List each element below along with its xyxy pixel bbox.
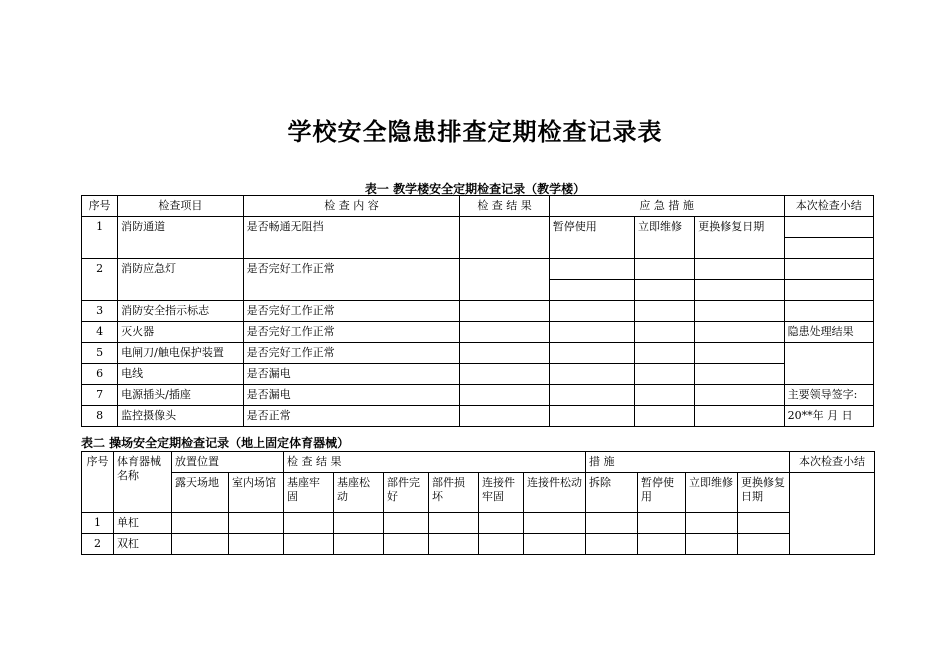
- measure-replace-date: 更换修复日期: [695, 217, 784, 259]
- measure-cell[interactable]: [635, 385, 695, 406]
- data-cell[interactable]: [384, 513, 429, 534]
- row-item: 电源插头/插座: [118, 385, 243, 406]
- hazard-result-label: 隐患处理结果: [784, 322, 873, 343]
- row-no: 5: [82, 343, 118, 364]
- result-cell[interactable]: [460, 301, 549, 322]
- row-content: 是否畅通无阻挡: [243, 217, 460, 259]
- row-content: 是否完好工作正常: [243, 259, 460, 301]
- summary-cell[interactable]: [784, 259, 873, 280]
- data-cell[interactable]: [738, 513, 790, 534]
- data-cell[interactable]: [229, 513, 284, 534]
- measure-cell[interactable]: [635, 322, 695, 343]
- measure-cell[interactable]: [695, 364, 784, 385]
- measure-cell[interactable]: [549, 259, 634, 280]
- row-item: 灭火器: [118, 322, 243, 343]
- row-no: 6: [82, 364, 118, 385]
- measure-cell[interactable]: [695, 259, 784, 280]
- row-no: 2: [82, 534, 114, 555]
- row-content: 是否完好工作正常: [243, 322, 460, 343]
- measure-cell[interactable]: [549, 301, 634, 322]
- measure-cell[interactable]: [635, 280, 695, 301]
- header-content: 检 查 内 容: [243, 196, 460, 217]
- header-measures: 措 施: [586, 452, 790, 473]
- data-cell[interactable]: [429, 513, 479, 534]
- data-cell[interactable]: [172, 534, 229, 555]
- summary-cell[interactable]: [790, 473, 875, 555]
- data-cell[interactable]: [284, 513, 334, 534]
- row-item: 电线: [118, 364, 243, 385]
- subheader: 部件完好: [384, 473, 429, 513]
- subheader: 立即维修: [686, 473, 738, 513]
- header-result: 检 查 结 果: [460, 196, 549, 217]
- header-summary: 本次检查小结: [784, 196, 873, 217]
- row-content: 是否漏电: [243, 385, 460, 406]
- result-cell[interactable]: [460, 322, 549, 343]
- header-location: 放置位置: [172, 452, 284, 473]
- table1-caption: 表一 教学楼安全定期检查记录（教学楼）: [364, 182, 586, 196]
- data-cell[interactable]: [686, 513, 738, 534]
- subheader: 拆除: [586, 473, 638, 513]
- data-cell[interactable]: [429, 534, 479, 555]
- measure-cell[interactable]: [695, 322, 784, 343]
- subheader: 基座牢固: [284, 473, 334, 513]
- header-summary: 本次检查小结: [790, 452, 875, 473]
- hazard-result-cell[interactable]: [784, 343, 873, 385]
- result-cell[interactable]: [460, 259, 549, 301]
- result-cell[interactable]: [460, 343, 549, 364]
- row-item: 监控摄像头: [118, 406, 243, 427]
- result-cell[interactable]: [460, 364, 549, 385]
- data-cell[interactable]: [638, 534, 686, 555]
- header-no: 序号: [82, 196, 118, 217]
- measure-pause: 暂停使用: [549, 217, 634, 259]
- data-cell[interactable]: [229, 534, 284, 555]
- subheader: 露天场地: [172, 473, 229, 513]
- subheader: 室内场馆: [229, 473, 284, 513]
- header-no: 序号: [82, 452, 114, 513]
- row-no: 4: [82, 322, 118, 343]
- subheader: 部件损坏: [429, 473, 479, 513]
- measure-cell[interactable]: [549, 364, 634, 385]
- subheader: 暂停使用: [638, 473, 686, 513]
- data-cell[interactable]: [384, 534, 429, 555]
- leader-sign-label: 主要领导签字:: [784, 385, 873, 406]
- row-no: 1: [82, 513, 114, 534]
- measure-cell[interactable]: [635, 406, 695, 427]
- measure-cell[interactable]: [549, 343, 634, 364]
- row-no: 3: [82, 301, 118, 322]
- subheader: 连接件松动: [524, 473, 586, 513]
- row-no: 7: [82, 385, 118, 406]
- measure-cell[interactable]: [549, 322, 634, 343]
- summary-cell[interactable]: [784, 217, 873, 238]
- measure-cell[interactable]: [695, 406, 784, 427]
- building-inspection-table: [81, 195, 874, 427]
- header-result: 检 查 结 果: [284, 452, 586, 473]
- header-item: 检查项目: [118, 196, 243, 217]
- header-measures: 应 急 措 施: [549, 196, 784, 217]
- summary-cell[interactable]: [784, 301, 873, 322]
- data-cell[interactable]: [524, 513, 586, 534]
- measure-cell[interactable]: [635, 343, 695, 364]
- row-item: 电闸刀/触电保护装置: [118, 343, 243, 364]
- measure-repair: 立即维修: [635, 217, 695, 259]
- measure-cell[interactable]: [695, 343, 784, 364]
- data-cell[interactable]: [638, 513, 686, 534]
- subheader: 更换修复日期: [738, 473, 790, 513]
- header-equipment: 体育器械名称: [114, 452, 172, 513]
- data-cell[interactable]: [524, 534, 586, 555]
- data-cell[interactable]: [738, 534, 790, 555]
- summary-cell[interactable]: [784, 280, 873, 301]
- table2-caption: 表二 操场安全定期检查记录（地上固定体育器械）: [81, 436, 350, 450]
- data-cell[interactable]: [284, 534, 334, 555]
- measure-cell[interactable]: [695, 385, 784, 406]
- page-title: 学校安全隐患排查定期检查记录表: [287, 118, 663, 146]
- row-equipment: 双杠: [114, 534, 172, 555]
- row-content: 是否完好工作正常: [243, 343, 460, 364]
- measure-cell[interactable]: [695, 301, 784, 322]
- data-cell[interactable]: [479, 513, 524, 534]
- measure-cell[interactable]: [635, 259, 695, 280]
- row-content: 是否完好工作正常: [243, 301, 460, 322]
- row-equipment: 单杠: [114, 513, 172, 534]
- result-cell[interactable]: [460, 406, 549, 427]
- measure-cell[interactable]: [695, 280, 784, 301]
- data-cell[interactable]: [686, 534, 738, 555]
- measure-cell[interactable]: [635, 364, 695, 385]
- row-no: 2: [82, 259, 118, 301]
- playground-inspection-table: [81, 451, 875, 555]
- data-cell[interactable]: [334, 513, 384, 534]
- subheader: 连接件牢固: [479, 473, 524, 513]
- row-no: 1: [82, 217, 118, 259]
- measure-cell[interactable]: [549, 385, 634, 406]
- row-content: 是否漏电: [243, 364, 460, 385]
- summary-cell[interactable]: [784, 238, 873, 259]
- date-label: 20**年 月 日: [784, 406, 873, 427]
- row-item: 消防通道: [118, 217, 243, 259]
- row-item: 消防应急灯: [118, 259, 243, 301]
- data-cell[interactable]: [334, 534, 384, 555]
- measure-cell[interactable]: [549, 406, 634, 427]
- row-item: 消防安全指示标志: [118, 301, 243, 322]
- data-cell[interactable]: [586, 513, 638, 534]
- measure-cell[interactable]: [549, 280, 634, 301]
- row-no: 8: [82, 406, 118, 427]
- data-cell[interactable]: [586, 534, 638, 555]
- subheader: 基座松动: [334, 473, 384, 513]
- result-cell[interactable]: [460, 217, 549, 259]
- data-cell[interactable]: [172, 513, 229, 534]
- row-content: 是否正常: [243, 406, 460, 427]
- measure-cell[interactable]: [635, 301, 695, 322]
- data-cell[interactable]: [479, 534, 524, 555]
- result-cell[interactable]: [460, 385, 549, 406]
